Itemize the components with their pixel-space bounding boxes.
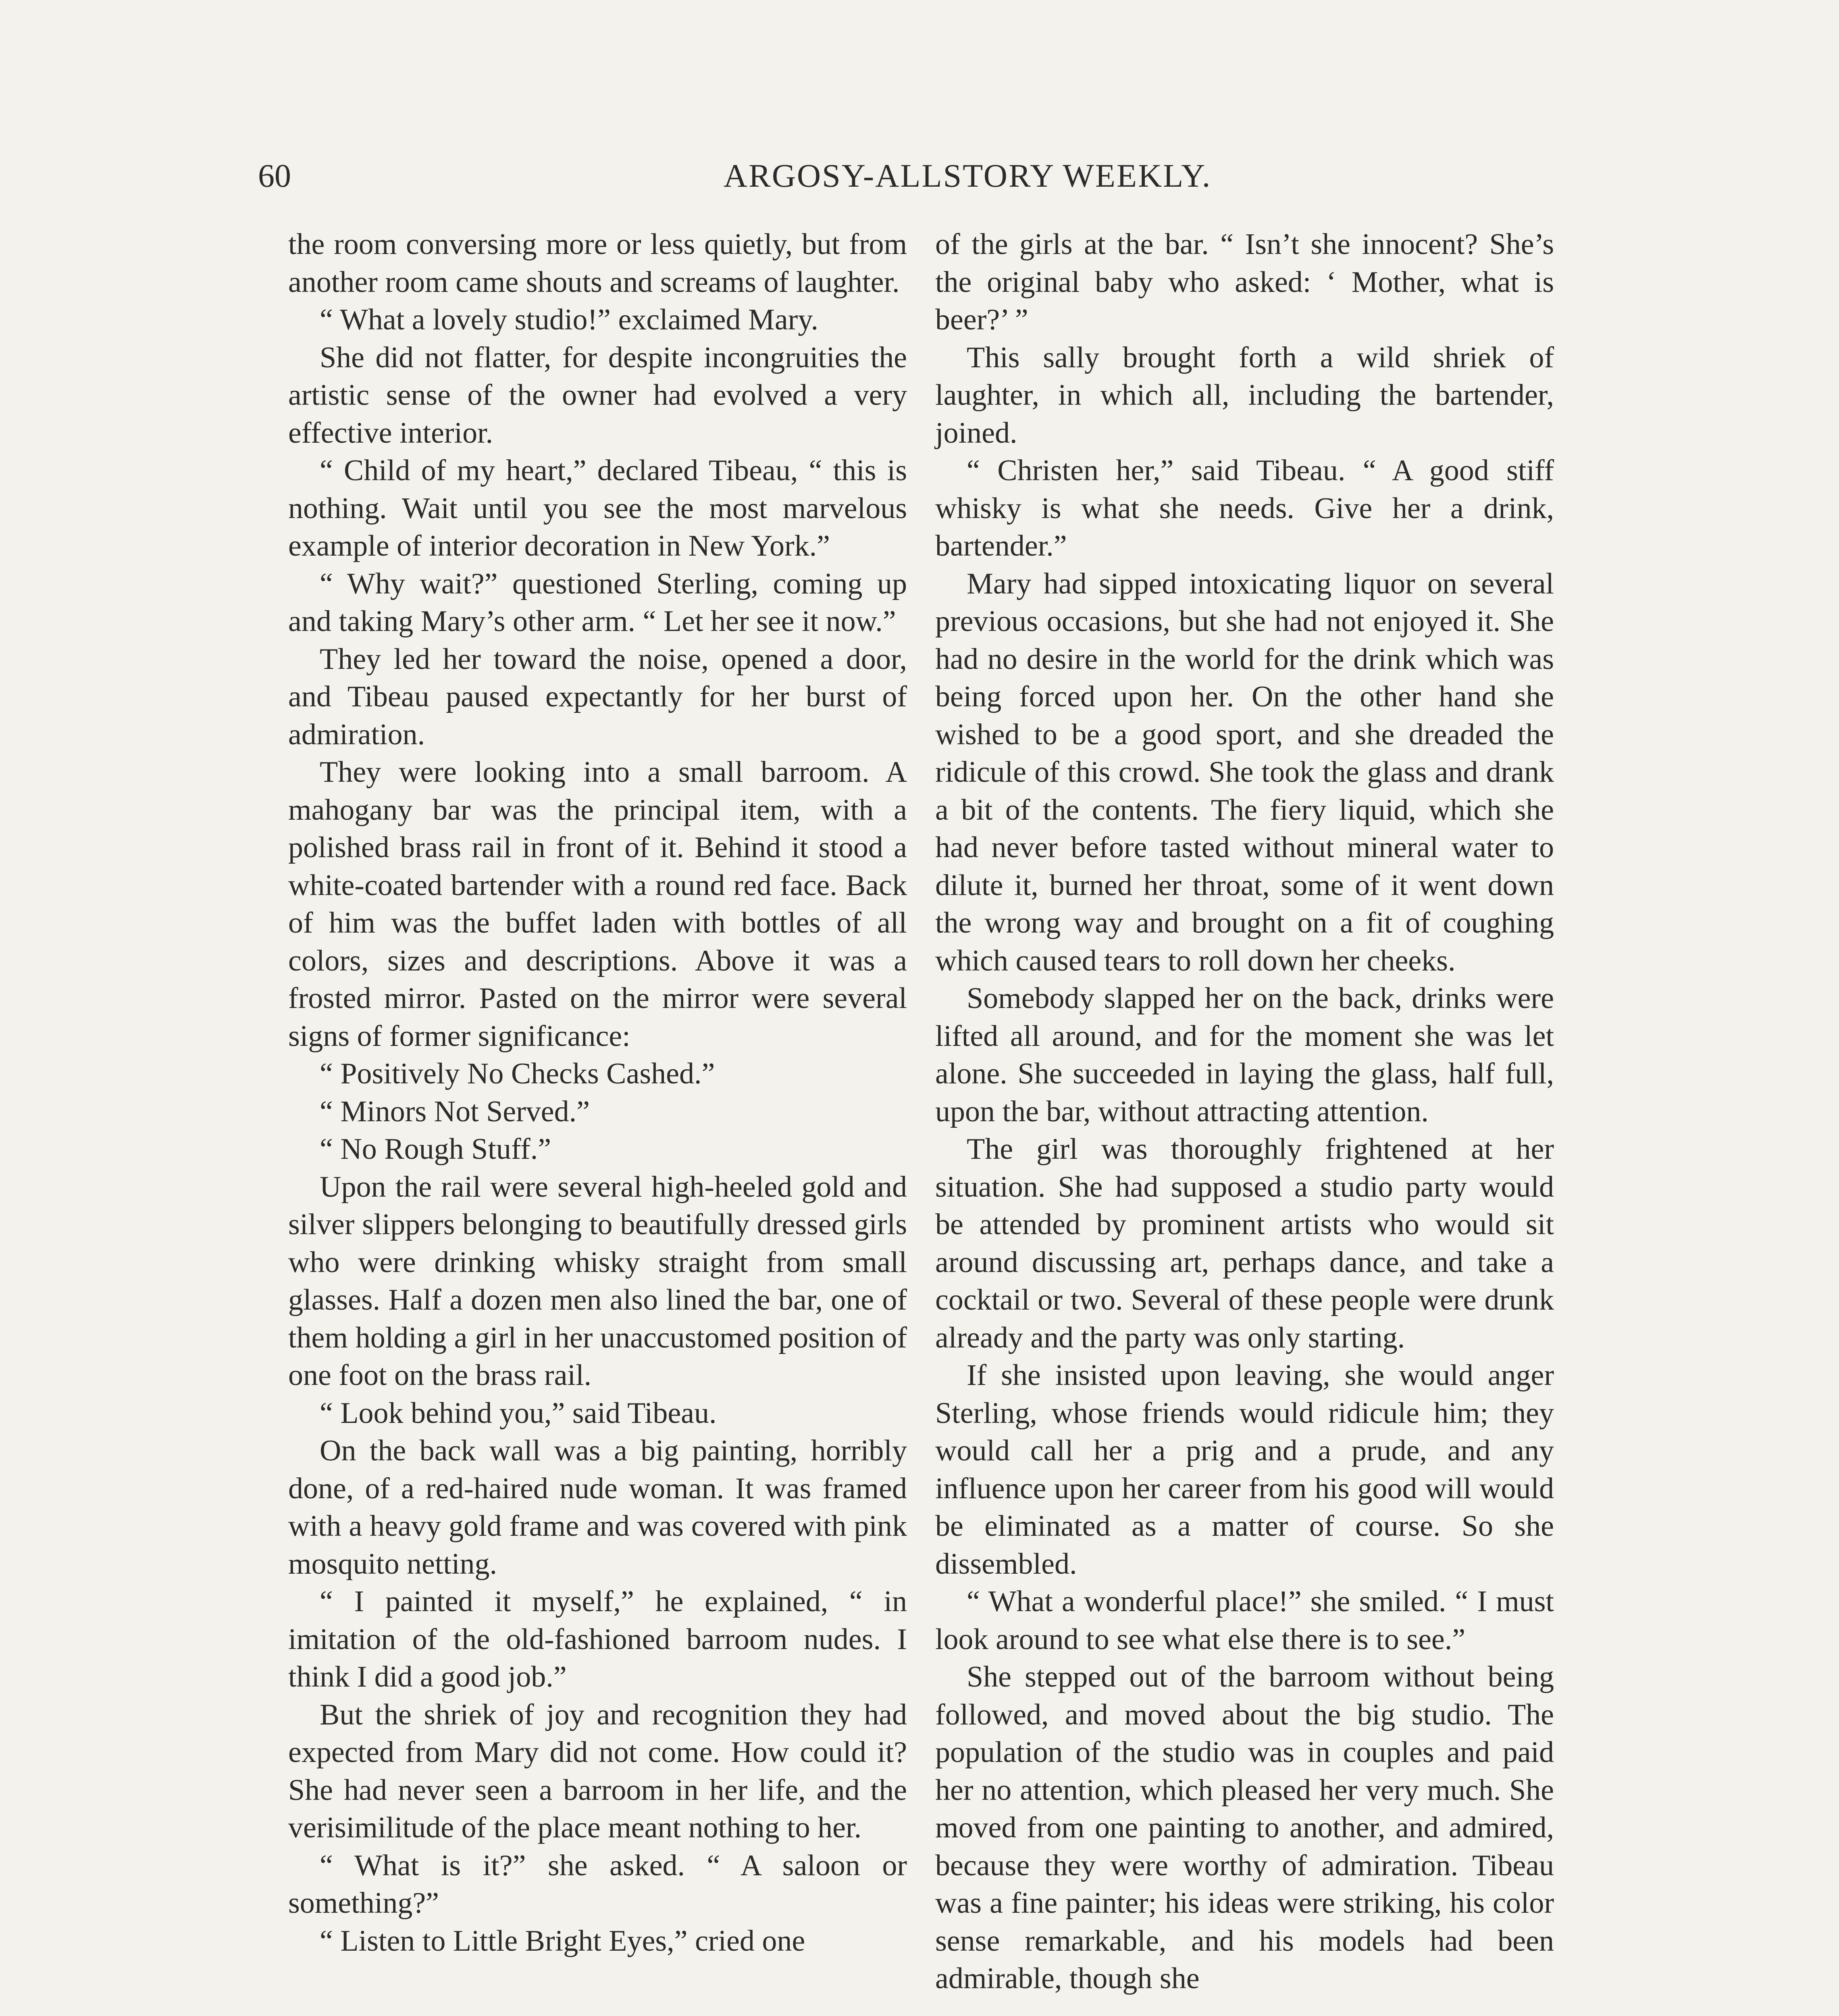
- paragraph: “ What a wonderful place!” she smiled. “ I must look around to see what else there is to see.”: [935, 1585, 1554, 1656]
- paragraph: “ Look behind you,” said Tibeau.: [320, 1396, 717, 1430]
- paragraph: “ Child of my heart,” declared Tibeau, “ this is nothing. Wait until you see the most marvelous example of interior decoration in New York.”: [288, 454, 907, 562]
- paragraph: the room conversing more or less quietly, but from another room came shouts and screams of laughter.: [288, 228, 907, 299]
- paragraph: of the girls at the bar. “ Isn’t she innocent? She’s the original baby who asked: ‘ Mother, what is beer?’ ”: [935, 228, 1554, 336]
- paragraph: She stepped out of the barroom without being followed, and moved about the big studio. The population of the studio was in couples and paid her no attention, which pleased her very much. She moved from one painting to another, and admired, because they were worthy of admiration. Tibeau was a fine painter; his ideas were striking, his color sense remarkable, and his models had been admirable, though she: [935, 1660, 1554, 1995]
- paragraph: “ No Rough Stuff.”: [320, 1133, 551, 1166]
- paragraph: She did not flatter, for despite incongruities the artistic sense of the owner had evolved a very effective interior.: [288, 341, 907, 450]
- paragraph: On the back wall was a big painting, horribly done, of a red-haired nude woman. It was framed with a heavy gold frame and was covered with pink mosquito netting.: [288, 1434, 907, 1581]
- paragraph: Mary had sipped intoxicating liquor on several previous occasions, but she had not enjoyed it. She had no desire in the world for the drink which was being forced upon her. On the other hand she wished to be a good sport, and she dreaded the ridicule of this crowd. She took the glass and drank a bit of the contents. The fiery liquid, which she had never before tasted without mineral water to dilute it, burned her throat, some of it went down the wrong way and brought on a fit of coughing which caused tears to roll down her cheeks.: [935, 567, 1554, 977]
- paragraph: If she insisted upon leaving, she would anger Sterling, whose friends would ridicule him; they would call her a prig and a prude, and any influence upon her career from his good will would be eliminated as a matter of course. So she dissembled.: [935, 1359, 1554, 1581]
- paragraph: “ Minors Not Served.”: [320, 1095, 590, 1128]
- paragraph: The girl was thoroughly frightened at her situation. She had supposed a studio party would be attended by prominent artists who would sit around discussing art, perhaps dance, and take a cocktail or two. Several of these people were drunk already and the party was only starting.: [935, 1133, 1554, 1354]
- paragraph: “ Positively No Checks Cashed.”: [320, 1057, 715, 1090]
- running-head: ARGOSY-ALLSTORY WEEKLY.: [723, 157, 1212, 194]
- paragraph: “ What a lovely studio!” exclaimed Mary.: [320, 303, 819, 336]
- paragraph: “ I painted it myself,” he explained, “ in imitation of the old-fashioned barroom nudes. I think I did a good job.”: [288, 1585, 907, 1693]
- paragraph: Somebody slapped her on the back, drinks were lifted all around, and for the moment she was let alone. She succeeded in laying the glass, half full, upon the bar, without attracting attention.: [935, 982, 1554, 1128]
- page-number: 60: [258, 157, 291, 194]
- left-column: [288, 226, 907, 1960]
- paragraph: But the shriek of joy and recognition they had expected from Mary did not come. How could it? She had never seen a barroom in her life, and the verisimilitude of the place meant nothing to her.: [288, 1698, 907, 1844]
- paragraph: They were looking into a small barroom. A mahogany bar was the principal item, with a polished brass rail in front of it. Behind it stood a white-coated bartender with a round red face. Back of him was the buffet laden with bottles of all colors, sizes and descriptions. Above it was a frosted mirror. Pasted on the mirror were several signs of former significance:: [288, 756, 907, 1053]
- paragraph: “ Listen to Little Bright Eyes,” cried one: [320, 1924, 805, 1958]
- paragraph: This sally brought forth a wild shriek of laughter, in which all, including the bartender, joined.: [935, 341, 1554, 450]
- paragraph: “ What is it?” she asked. “ A saloon or something?”: [288, 1849, 907, 1920]
- paragraph: They led her toward the noise, opened a door, and Tibeau paused expectantly for her burst of admiration.: [288, 642, 907, 751]
- paragraph: “ Christen her,” said Tibeau. “ A good stiff whisky is what she needs. Give her a drink, bartender.”: [935, 454, 1554, 562]
- paragraph: Upon the rail were several high-heeled gold and silver slippers belonging to beautifully dressed girls who were drinking whisky straight from small glasses. Half a dozen men also lined the bar, one of them holding a girl in her unaccustomed position of one foot on the brass rail.: [288, 1170, 907, 1392]
- right-column: [935, 226, 1554, 1998]
- paragraph: “ Why wait?” questioned Sterling, coming up and taking Mary’s other arm. “ Let her see it now.”: [288, 567, 907, 638]
